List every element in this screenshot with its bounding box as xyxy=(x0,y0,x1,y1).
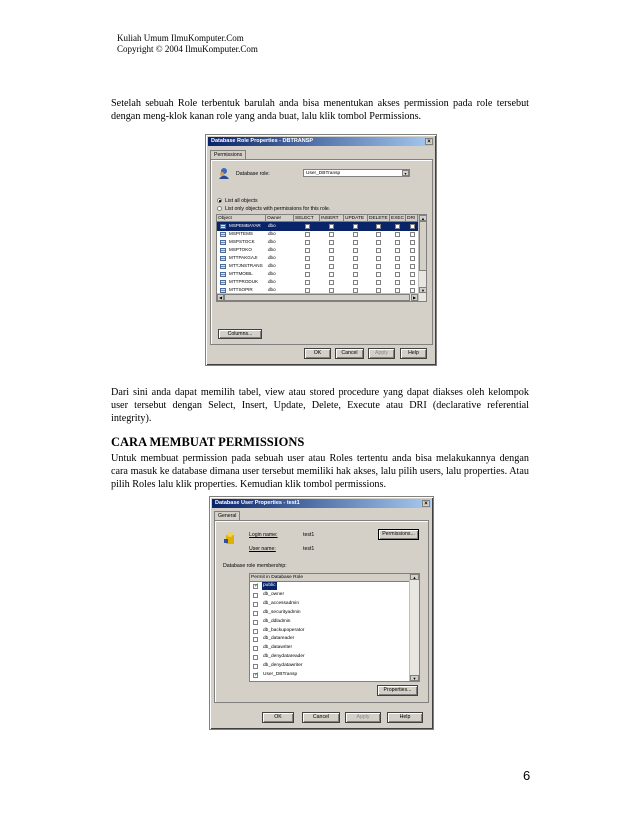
permission-checkbox[interactable] xyxy=(395,224,400,229)
table-icon xyxy=(220,224,226,229)
permission-checkbox[interactable] xyxy=(376,280,381,285)
help-button[interactable]: Help xyxy=(387,712,423,723)
ok-button[interactable]: OK xyxy=(304,348,331,359)
permission-checkbox[interactable] xyxy=(376,264,381,269)
apply-button[interactable]: Apply xyxy=(345,712,381,723)
column-insert[interactable]: INSERT xyxy=(320,215,344,222)
permissions-grid xyxy=(216,214,427,302)
scroll-up-icon[interactable]: ▲ xyxy=(419,215,427,221)
permission-checkbox[interactable] xyxy=(395,248,400,253)
list-item[interactable] xyxy=(250,671,409,679)
object-owner: dbo xyxy=(268,287,276,292)
permission-checkbox[interactable] xyxy=(395,272,400,277)
object-name: MTTPRODUK xyxy=(229,279,259,284)
permission-checkbox[interactable] xyxy=(353,264,358,269)
database-role-label: Database role: xyxy=(236,171,270,177)
dialog-title-bar xyxy=(208,137,434,146)
object-name: MSPITEMS xyxy=(229,231,253,236)
page-number: 6 xyxy=(523,768,531,783)
checkbox[interactable] xyxy=(253,637,258,642)
checkbox[interactable] xyxy=(253,664,258,669)
user-name-value: test1 xyxy=(303,546,315,552)
role-properties-dialog xyxy=(205,134,437,366)
object-owner: dbo xyxy=(268,255,276,260)
column-delete[interactable]: DELETE xyxy=(368,215,390,222)
login-name-value: test1 xyxy=(303,532,315,538)
permission-checkbox[interactable] xyxy=(395,256,400,261)
permission-checkbox[interactable] xyxy=(376,240,381,245)
permission-checkbox[interactable] xyxy=(353,256,358,261)
list-item[interactable] xyxy=(250,618,409,626)
list-item[interactable] xyxy=(250,662,409,670)
database-role-field[interactable] xyxy=(303,169,410,177)
column-owner[interactable]: Owner xyxy=(266,215,294,222)
cancel-button[interactable]: Cancel xyxy=(335,348,364,359)
permission-checkbox[interactable] xyxy=(410,232,415,237)
list-item[interactable] xyxy=(250,644,409,652)
permission-checkbox[interactable] xyxy=(353,224,358,229)
header-line-1: Kuliah Umum IlmuKomputer.Com xyxy=(117,33,244,43)
cancel-button[interactable]: Cancel xyxy=(302,712,340,723)
permission-checkbox[interactable] xyxy=(353,240,358,245)
object-name: MTTMOBIL xyxy=(229,271,253,276)
list-item[interactable] xyxy=(250,635,409,643)
permission-checkbox[interactable] xyxy=(395,280,400,285)
table-icon xyxy=(220,272,226,277)
permission-checkbox[interactable] xyxy=(305,224,310,229)
user-icon xyxy=(223,530,236,544)
grid-horizontal-scrollbar[interactable] xyxy=(217,293,418,301)
permission-checkbox[interactable] xyxy=(410,264,415,269)
checkbox[interactable] xyxy=(253,620,258,625)
role-membership-list xyxy=(249,573,420,682)
apply-button[interactable]: Apply xyxy=(368,348,395,359)
paragraph-3: Untuk membuat permission pada sebuah user atau Roles tertentu anda bisa melakukannya dengan cara masuk ke database dimana user tersebut memiliki hak akses, lalu pilih users, lalu properties. Atau pilih Roles lalu klik properties. Kemudian klik tombol permissions. xyxy=(111,453,529,491)
role-name: db_datareader xyxy=(263,636,295,642)
column-dri[interactable]: DRI xyxy=(406,215,418,222)
object-owner: dbo xyxy=(268,231,276,236)
radio-list-all[interactable] xyxy=(217,198,222,203)
permission-checkbox[interactable] xyxy=(329,224,334,229)
permission-checkbox[interactable] xyxy=(410,280,415,285)
tab-general[interactable]: General xyxy=(214,511,240,520)
radio-list-all-label: List all objects xyxy=(225,198,258,204)
permission-checkbox[interactable] xyxy=(305,256,310,261)
list-item[interactable] xyxy=(250,600,409,608)
ok-button[interactable]: OK xyxy=(262,712,294,723)
grid-vertical-scrollbar[interactable] xyxy=(418,215,427,301)
close-icon[interactable]: × xyxy=(425,138,433,145)
database-role-value: User_DBTransp xyxy=(306,171,341,176)
checkbox[interactable] xyxy=(253,646,258,651)
chevron-down-icon[interactable]: ▾ xyxy=(402,170,409,176)
role-name: User_DBTransp xyxy=(263,672,298,677)
user-properties-dialog xyxy=(209,496,434,730)
checkbox[interactable] xyxy=(253,655,258,660)
role-name: db_securityadmin xyxy=(263,609,301,615)
object-name: MSPTOKO xyxy=(229,247,252,252)
permission-checkbox[interactable] xyxy=(353,280,358,285)
column-object[interactable]: Object xyxy=(217,215,266,222)
object-owner: dbo xyxy=(268,247,276,252)
tab-permissions[interactable]: Permissions xyxy=(210,150,246,159)
role-name: public xyxy=(262,582,277,590)
list-item[interactable] xyxy=(250,582,409,590)
checkbox[interactable] xyxy=(253,602,258,607)
scroll-up-icon[interactable]: ▲ xyxy=(410,574,419,580)
list-item[interactable] xyxy=(250,653,409,661)
object-name: MTTJNSTRANS xyxy=(229,263,263,268)
permission-checkbox[interactable] xyxy=(329,264,334,269)
role-name: db_denydatareader xyxy=(263,654,305,660)
permission-checkbox[interactable] xyxy=(305,280,310,285)
permission-checkbox[interactable] xyxy=(353,248,358,253)
permission-checkbox[interactable] xyxy=(410,240,415,245)
scroll-left-icon[interactable]: ◀ xyxy=(218,295,223,300)
scroll-thumb[interactable] xyxy=(419,221,427,271)
checked-checkbox[interactable]: ✓ xyxy=(254,583,260,589)
object-owner: dbo xyxy=(268,263,276,268)
permission-checkbox[interactable] xyxy=(376,224,381,229)
permission-checkbox[interactable] xyxy=(305,232,310,237)
list-vertical-scrollbar[interactable] xyxy=(409,574,419,681)
permission-checkbox[interactable] xyxy=(410,248,415,253)
table-icon xyxy=(220,240,226,245)
table-icon xyxy=(220,232,226,237)
paragraph-2: Dari sini anda dapat memilih tabel, view atau stored procedure yang dapat diakses oleh kelompok user tersebut dengan Select, Insert, Update, Delete, Execute atau DRI (declarative referential integrity). xyxy=(111,387,529,425)
membership-label: Database role membership: xyxy=(223,563,287,569)
properties-button[interactable]: Properties... xyxy=(377,685,418,696)
columns-button[interactable]: Columns... xyxy=(218,329,262,339)
radio-list-only[interactable] xyxy=(217,206,222,211)
section-heading: CARA MEMBUAT PERMISSIONS xyxy=(111,435,305,449)
radio-list-only-label: List only objects with permissions for this role. xyxy=(225,206,331,212)
permissions-panel xyxy=(210,159,433,345)
object-owner: dbo xyxy=(268,239,276,244)
role-name: db_owner xyxy=(263,591,285,597)
permission-checkbox[interactable] xyxy=(410,256,415,261)
object-owner: dbo xyxy=(268,271,276,276)
header-line-2: Copyright © 2004 IlmuKomputer.Com xyxy=(117,44,258,54)
permission-checkbox[interactable] xyxy=(329,240,334,245)
list-item[interactable] xyxy=(250,609,409,617)
permission-checkbox[interactable] xyxy=(395,264,400,269)
scroll-down-icon[interactable]: ▼ xyxy=(419,287,427,293)
checked-checkbox[interactable]: ✓ xyxy=(254,672,260,678)
object-name: MSPSTOCK xyxy=(229,239,255,244)
role-name: db_denydatawriter xyxy=(263,663,303,669)
permission-checkbox[interactable] xyxy=(305,248,310,253)
checkbox[interactable] xyxy=(253,629,258,634)
list-item[interactable] xyxy=(250,627,409,635)
permission-checkbox[interactable] xyxy=(395,232,400,237)
column-exec[interactable]: EXEC xyxy=(391,216,405,221)
role-name: db_backupoperator xyxy=(263,627,305,633)
checkbox[interactable] xyxy=(253,611,258,616)
list-item[interactable] xyxy=(250,591,409,599)
permission-checkbox[interactable] xyxy=(395,240,400,245)
permission-checkbox[interactable] xyxy=(376,272,381,277)
table-icon xyxy=(220,280,226,285)
object-name: MTTPAKGAJI xyxy=(229,255,258,260)
dialog2-title-bar xyxy=(212,499,431,508)
role-name: db_accessadmin xyxy=(263,600,299,606)
permission-checkbox[interactable] xyxy=(329,256,334,261)
permission-checkbox[interactable] xyxy=(410,224,415,229)
list-header[interactable]: Permit in Database Role xyxy=(250,574,411,582)
permission-checkbox[interactable] xyxy=(329,232,334,237)
permission-checkbox[interactable] xyxy=(305,264,310,269)
help-button[interactable]: Help xyxy=(400,348,427,359)
permissions-button[interactable]: Permissions... xyxy=(378,529,419,540)
table-icon xyxy=(220,256,226,261)
general-panel xyxy=(214,520,429,703)
user-name-label: User name: xyxy=(249,546,276,552)
close-icon[interactable]: × xyxy=(422,500,430,507)
object-name: MTTSOPIR xyxy=(229,287,253,292)
permission-checkbox[interactable] xyxy=(353,272,358,277)
permission-checkbox[interactable] xyxy=(329,272,334,277)
login-name-label: Login name: xyxy=(249,532,278,538)
permission-checkbox[interactable] xyxy=(305,272,310,277)
scroll-down-icon[interactable]: ▼ xyxy=(410,675,419,681)
dialog-title: Database Role Properties - DBTRANSP xyxy=(211,138,314,144)
paragraph-1: Setelah sebuah Role terbentuk barulah anda bisa menentukan akses permission pada role tersebut dengan meng-klok kanan role yang anda buat, lalu klik tombol Permissions. xyxy=(111,98,529,123)
permission-checkbox[interactable] xyxy=(376,248,381,253)
permission-checkbox[interactable] xyxy=(376,256,381,261)
dialog2-title: Database User Properties - test1 xyxy=(215,500,300,506)
table-icon xyxy=(220,248,226,253)
column-update[interactable]: UPDATE xyxy=(344,215,368,222)
permission-checkbox[interactable] xyxy=(410,272,415,277)
scroll-right-icon[interactable]: ▶ xyxy=(412,295,417,300)
permission-checkbox[interactable] xyxy=(305,240,310,245)
permission-checkbox[interactable] xyxy=(353,232,358,237)
table-icon xyxy=(220,264,226,269)
checkbox[interactable] xyxy=(253,593,258,598)
role-name: db_datawriter xyxy=(263,645,293,651)
scroll-h-thumb[interactable] xyxy=(224,294,410,301)
role-name: db_ddladmin xyxy=(263,618,291,624)
column-select[interactable]: SELECT xyxy=(294,215,320,222)
permission-checkbox[interactable] xyxy=(376,232,381,237)
permission-checkbox[interactable] xyxy=(329,248,334,253)
object-owner: dbo xyxy=(268,279,276,284)
object-name: MSPEMBAYAR xyxy=(229,223,261,228)
object-owner: dbo xyxy=(268,223,276,228)
permission-checkbox[interactable] xyxy=(329,280,334,285)
role-icon xyxy=(218,167,230,179)
